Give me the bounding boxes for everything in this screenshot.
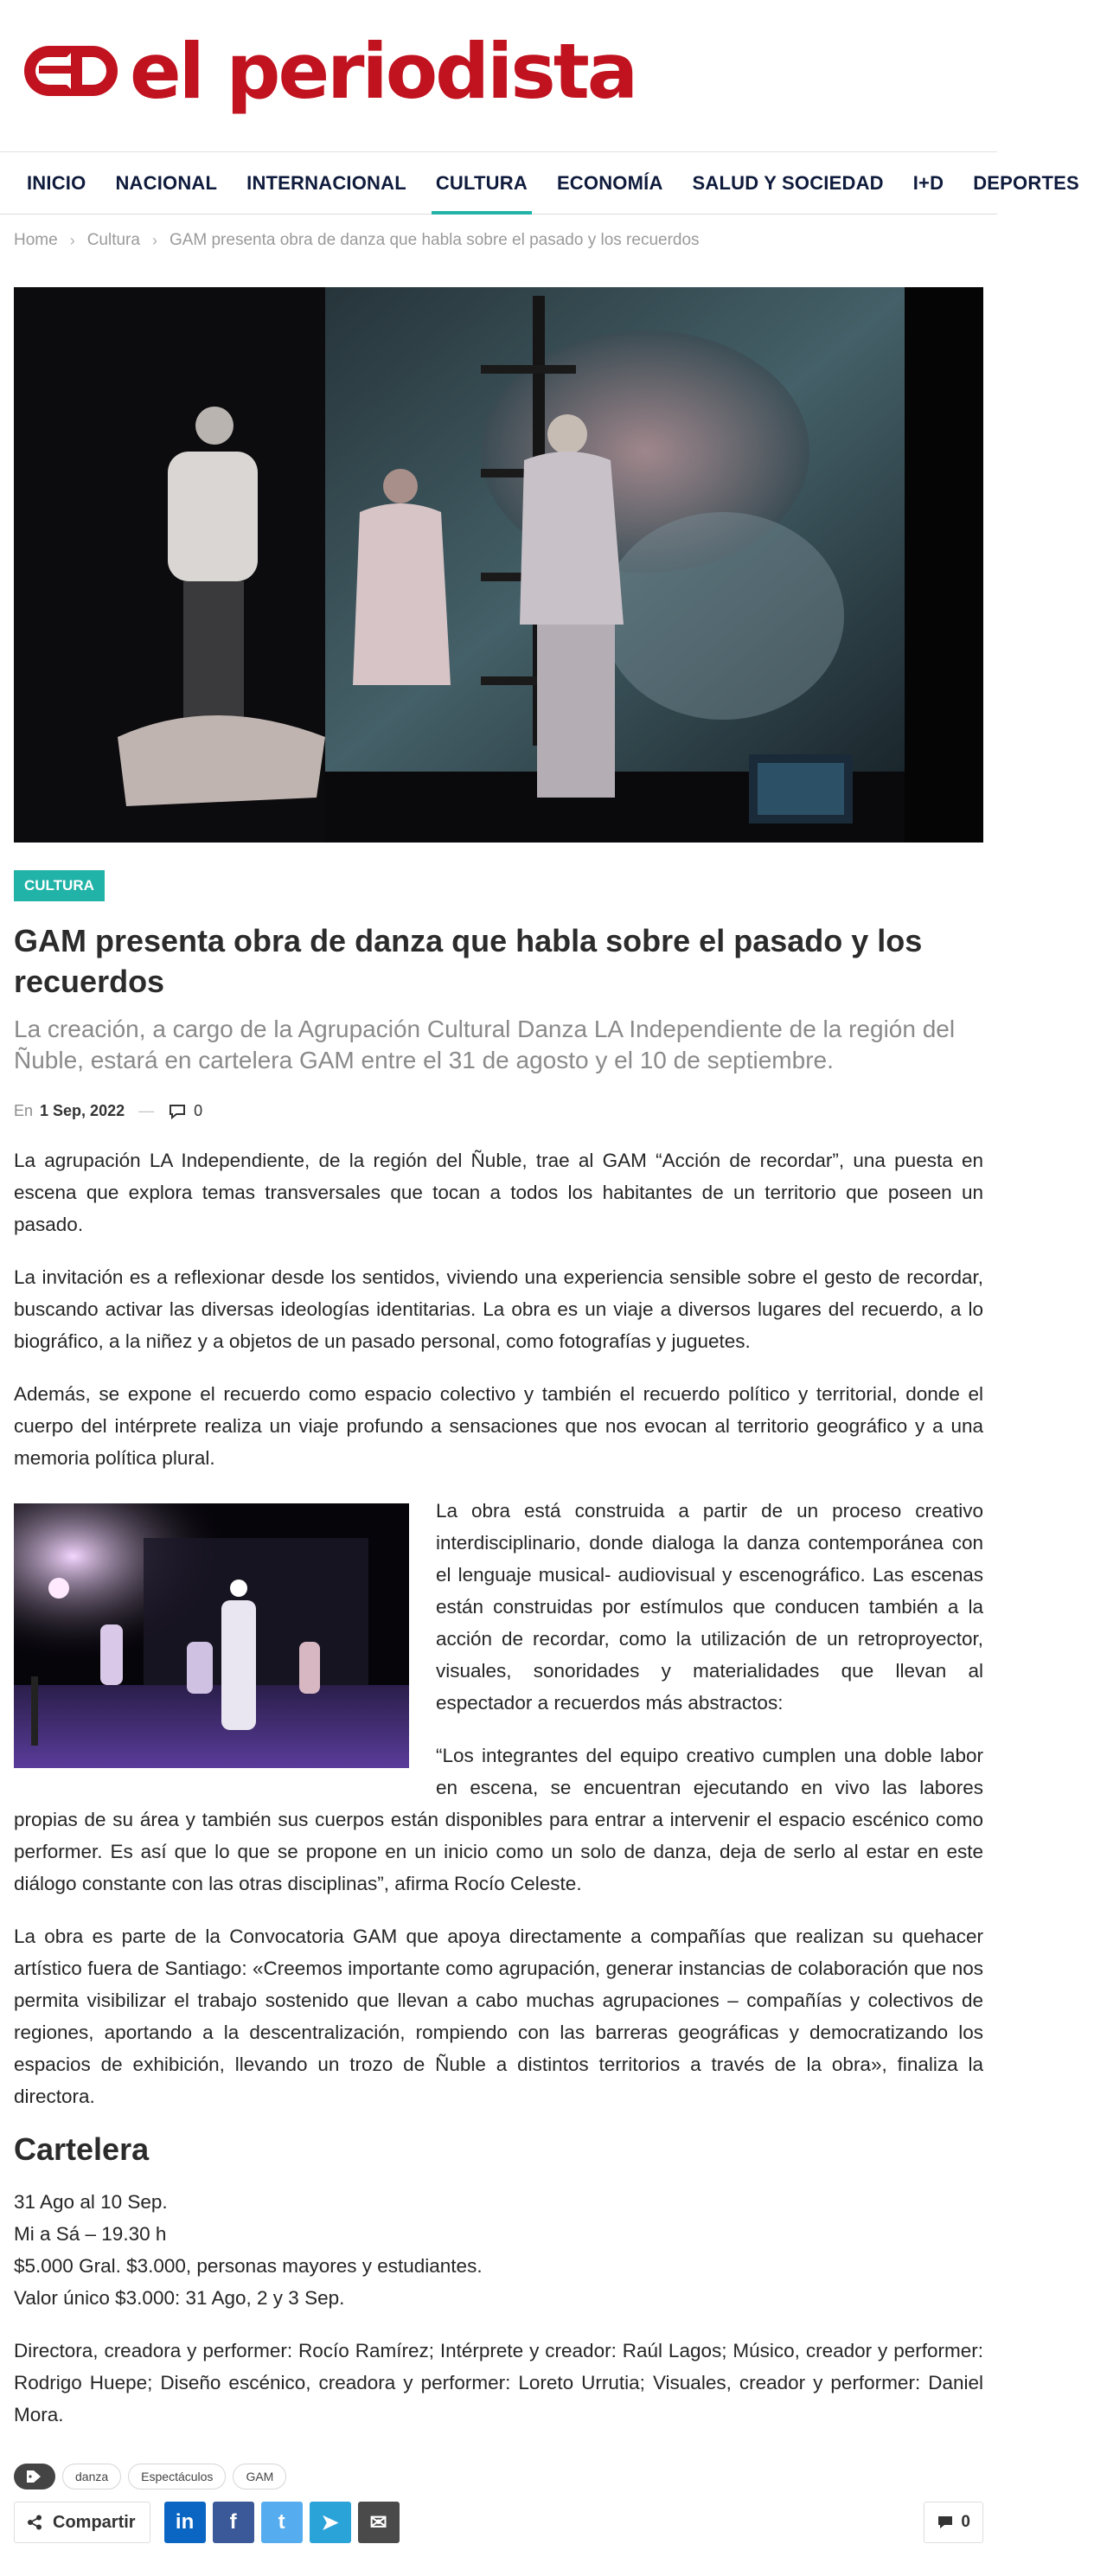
- logo-mark-icon: [24, 46, 118, 98]
- category-badge[interactable]: CULTURA: [14, 870, 105, 901]
- paragraph: La agrupación LA Independiente, de la región del Ñuble, trae al GAM “Acción de recordar”, una puesta en escena que explora temas transversales que tocan a todos los habitantes de un territorio que poseen un pasado.: [14, 1150, 983, 1235]
- telegram-share-button[interactable]: [310, 2502, 351, 2543]
- tag-icon: [14, 2464, 55, 2489]
- cartelera-heading: Cartelera: [14, 2131, 150, 2167]
- article-subtitle: La creación, a cargo de la Agrupación Cultural Danza LA Independiente de la región del Ñuble, estará en cartelera GAM entre el 31 de agosto y el 10 de septiembre.: [14, 1016, 956, 1073]
- facebook-share-button[interactable]: [213, 2502, 254, 2543]
- cartelera-line: 31 Ago al 10 Sep.: [14, 2191, 168, 2213]
- main-nav: [0, 152, 1079, 215]
- breadcrumb-home[interactable]: Home: [14, 231, 58, 249]
- paragraph: La obra está construida a partir de un proceso creativo interdisciplinario, donde dialoga la danza contemporánea con el lenguaje musical- audiovisual y escenográfico. Las escenas están construidas por estímulos que conducen también a la acción de recordar, como la utilización de un retroproyector, visuales, sonoridades y materialidades que llevan al espectador a recuerdos más abstractos:: [436, 1500, 983, 1714]
- email-share-button[interactable]: [358, 2502, 400, 2543]
- facebook-icon: f: [229, 2510, 237, 2534]
- publish-date[interactable]: 1 Sep, 2022: [40, 1102, 125, 1119]
- paragraph: La invitación es a reflexionar desde los sentidos, viviendo una experiencia sensible sobre el gesto de recordar, buscando activar las diversas ideologías identitarias. La obra es un viaje a diversos lugares del recuerdo, a lo biográfico, a la niñez y a objetos de un pasado personal, como fotografías y juguetes.: [14, 1266, 983, 1352]
- credits-paragraph: Directora, creadora y performer: Rocío Ramírez; Intérprete y creador: Raúl Lagos; Músico, creador y performer: Rodrigo Huepe; Diseño escénico, creadora y performer: Loreto Urrutia; Visuales, creador y performer: Daniel Mora.: [14, 2340, 983, 2425]
- share-button[interactable]: [14, 2502, 150, 2543]
- chevron-right-icon: ›: [69, 231, 75, 249]
- dance-performance-photo: [14, 1503, 409, 1768]
- comments-link[interactable]: [168, 1102, 202, 1120]
- telegram-icon: ➤: [321, 2510, 339, 2534]
- share-label: Compartir: [53, 2512, 136, 2532]
- paragraph: “Los integrantes del equipo creativo cumplen una doble labor en escena, se encuentran ejecutando en vivo las labores propias de su área y también sus cuerpos están disponibles para entrar a intervenir el espacio escénico como performer. Es así que lo que se propone en un inicio como un solo de danza, deja de serlo al estar en este diálogo constante con las otras disciplinas”, afirma Rocío Celeste.: [14, 1745, 983, 1894]
- breadcrumb: [0, 215, 997, 266]
- tags-bar: [14, 2464, 983, 2489]
- article-meta: [14, 1102, 983, 1120]
- cartelera-line: Valor único $3.000: 31 Ago, 2 y 3 Sep.: [14, 2287, 345, 2309]
- nav-item-inicio[interactable]: INICIO: [27, 171, 86, 194]
- tag-espectaculos[interactable]: Espectáculos: [128, 2464, 226, 2489]
- share-icon: [27, 2515, 42, 2530]
- by-label: En: [14, 1102, 34, 1119]
- twitter-icon: t: [278, 2510, 285, 2534]
- logo-text: el periodista: [130, 27, 637, 116]
- share-bar: [14, 2502, 983, 2543]
- dance-stage-photo: [14, 287, 983, 843]
- site-logo[interactable]: [24, 24, 973, 119]
- linkedin-share-button[interactable]: [164, 2502, 206, 2543]
- comments-count: 0: [194, 1102, 203, 1119]
- nav-item-cultura[interactable]: CULTURA: [421, 152, 542, 214]
- nav-item-economia[interactable]: ECONOMÍA: [556, 171, 663, 194]
- meta-divider: —: [138, 1102, 155, 1119]
- email-icon: ✉: [369, 2510, 387, 2534]
- site-header: [0, 0, 997, 152]
- breadcrumb-cultura[interactable]: Cultura: [86, 231, 140, 249]
- hero-image: [14, 287, 983, 843]
- twitter-share-button[interactable]: [261, 2502, 303, 2543]
- tag-danza[interactable]: danza: [62, 2464, 121, 2489]
- comments-button[interactable]: [924, 2502, 983, 2543]
- nav-item-i-d[interactable]: I+D: [912, 171, 944, 194]
- nav-item-salud-y-sociedad[interactable]: SALUD Y SOCIEDAD: [692, 171, 884, 194]
- breadcrumb-current: GAM presenta obra de danza que habla sobre el pasado y los recuerdos: [169, 231, 700, 249]
- comment-icon: [168, 1103, 187, 1120]
- comment-icon: [937, 2515, 954, 2530]
- nav-item-nacional[interactable]: NACIONAL: [115, 171, 218, 194]
- paragraph: Además, se expone el recuerdo como espacio colectivo y también el recuerdo político y territorial, donde el cuerpo del intérprete realiza un viaje profundo a sensaciones que nos evocan al territorio geográfico y a una memoria política plural.: [14, 1383, 983, 1469]
- paragraph: La obra es parte de la Convocatoria GAM que apoya directamente a compañías que realizan su quehacer artístico fuera de Santiago: «Creemos importante como agrupación, generar instancias de colaboración que nos permita visibilizar el trabajo sostenido que llevan a cabo muchas agrupaciones – compañías y colectivos de regiones, aportando a la descentralización, rompiendo con las barreras geográficas y democratizando los espacios de exhibición, llevando un trozo de Ñuble a distintos territorios a través de la obra», finaliza la directora.: [14, 1926, 983, 2107]
- tag-gam[interactable]: GAM: [233, 2464, 286, 2489]
- cartelera-line: Mi a Sá – 19.30 h: [14, 2223, 167, 2245]
- article-body: [14, 1144, 983, 2431]
- linkedin-icon: in: [175, 2510, 195, 2534]
- cartelera-list: [14, 2186, 983, 2314]
- chevron-right-icon: ›: [151, 231, 157, 249]
- comments-button-count: 0: [961, 2513, 970, 2531]
- cartelera-line: $5.000 Gral. $3.000, personas mayores y estudiantes.: [14, 2255, 483, 2277]
- article-title: GAM presenta obra de danza que habla sobre el pasado y los recuerdos: [14, 923, 923, 999]
- nav-item-deportes[interactable]: DEPORTES: [973, 171, 1079, 194]
- nav-item-internacional[interactable]: INTERNACIONAL: [246, 171, 406, 194]
- inline-photo: [14, 1503, 409, 1768]
